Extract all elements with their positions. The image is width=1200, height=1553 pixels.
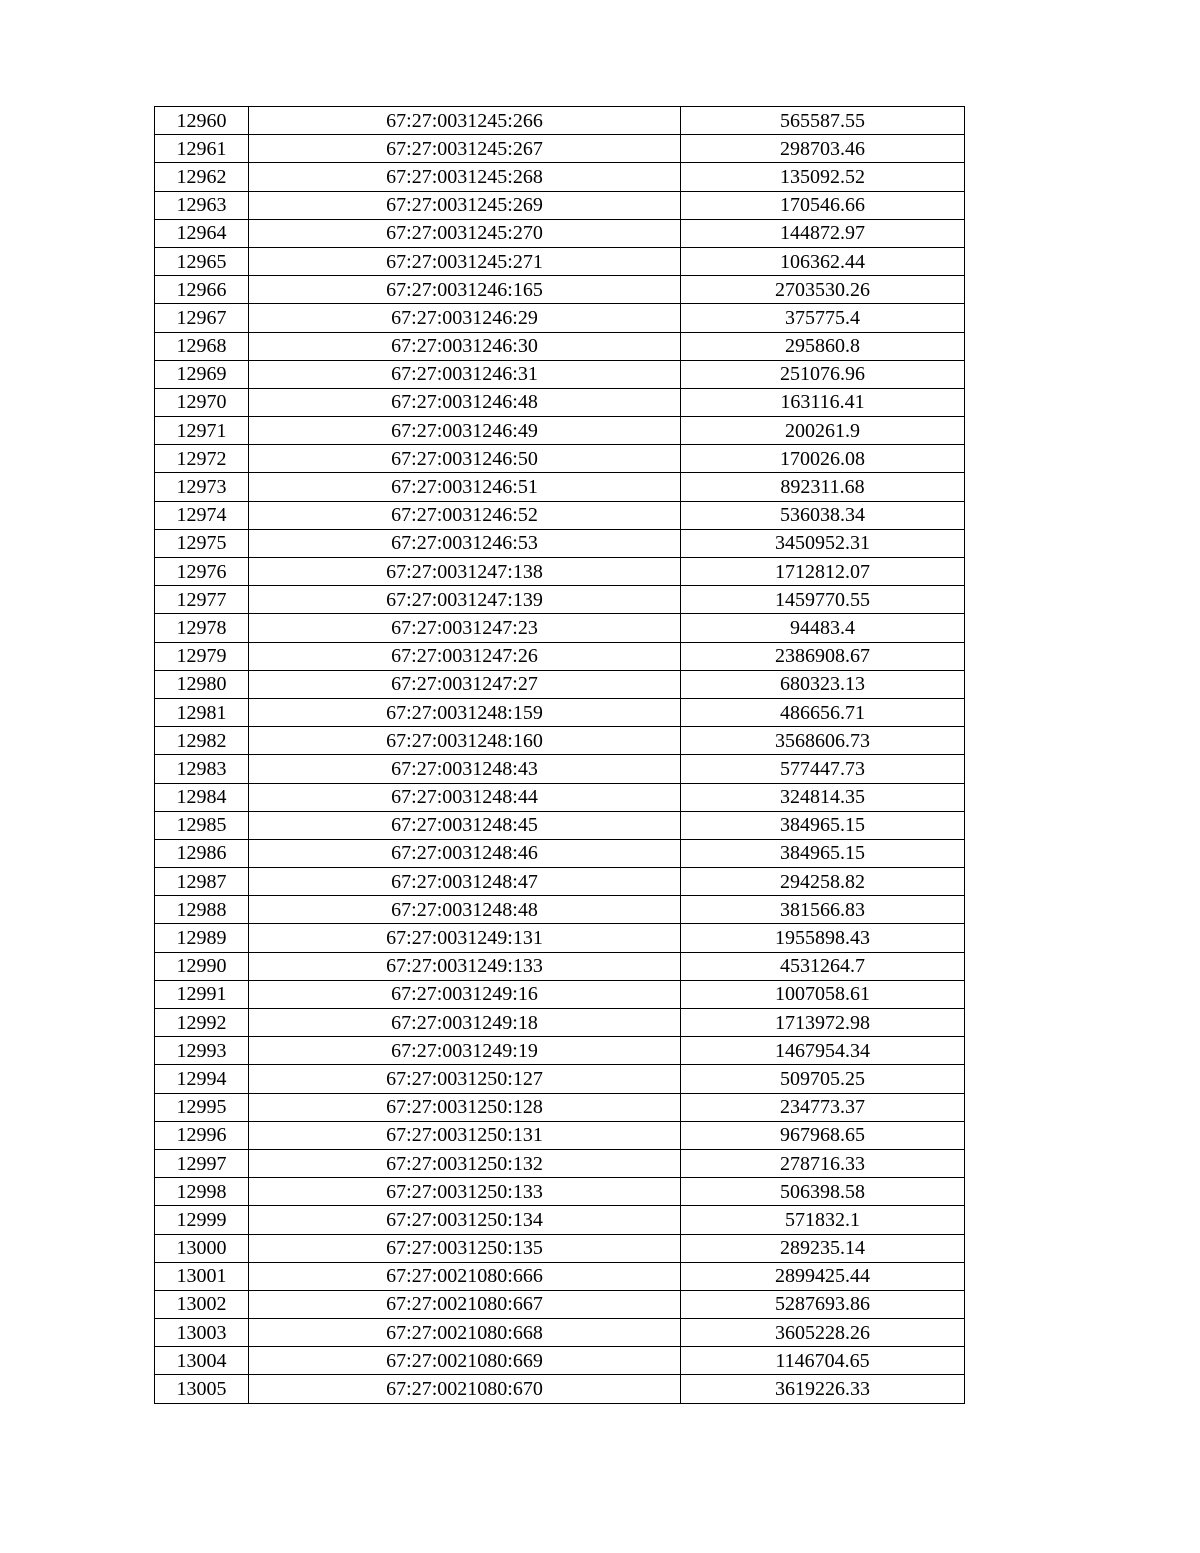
row-number-cell: 12975: [155, 529, 249, 557]
cadastral-number-cell: 67:27:0031246:31: [249, 360, 681, 388]
table-row: [155, 1375, 965, 1403]
cadastral-value-cell: 135092.52: [681, 163, 965, 191]
cadastral-value-cell: 278716.33: [681, 1149, 965, 1177]
row-number-cell: 13002: [155, 1290, 249, 1318]
cadastral-value-cell: 144872.97: [681, 219, 965, 247]
cadastral-value-cell: 2899425.44: [681, 1262, 965, 1290]
row-number-cell: 12996: [155, 1121, 249, 1149]
row-number-cell: 13001: [155, 1262, 249, 1290]
table-row: [155, 614, 965, 642]
cadastral-value-cell: 1467954.34: [681, 1037, 965, 1065]
row-number-cell: 12960: [155, 107, 249, 135]
cadastral-value-cell: 486656.71: [681, 698, 965, 726]
row-number-cell: 12971: [155, 417, 249, 445]
table-row: [155, 247, 965, 275]
table-row: [155, 1149, 965, 1177]
row-number-cell: 13004: [155, 1347, 249, 1375]
cadastral-value-cell: 251076.96: [681, 360, 965, 388]
row-number-cell: 12970: [155, 388, 249, 416]
table-row: [155, 1093, 965, 1121]
table-row: [155, 1121, 965, 1149]
row-number-cell: 12983: [155, 755, 249, 783]
cadastral-number-cell: 67:27:0031250:128: [249, 1093, 681, 1121]
row-number-cell: 12978: [155, 614, 249, 642]
cadastral-value-cell: 577447.73: [681, 755, 965, 783]
table-row: [155, 1290, 965, 1318]
row-number-cell: 12980: [155, 670, 249, 698]
cadastral-number-cell: 67:27:0031247:139: [249, 586, 681, 614]
cadastral-number-cell: 67:27:0031250:132: [249, 1149, 681, 1177]
table-row: [155, 304, 965, 332]
table-row: [155, 1037, 965, 1065]
table-row: [155, 980, 965, 1008]
cadastral-number-cell: 67:27:0031250:133: [249, 1178, 681, 1206]
row-number-cell: 12963: [155, 191, 249, 219]
table-row: [155, 896, 965, 924]
row-number-cell: 12965: [155, 247, 249, 275]
cadastral-number-cell: 67:27:0031246:50: [249, 445, 681, 473]
table-row: [155, 698, 965, 726]
cadastral-number-cell: 67:27:0031249:16: [249, 980, 681, 1008]
table-row: [155, 755, 965, 783]
cadastral-number-cell: 67:27:0031250:135: [249, 1234, 681, 1262]
cadastral-value-cell: 3619226.33: [681, 1375, 965, 1403]
table-row: [155, 558, 965, 586]
cadastral-number-cell: 67:27:0031246:49: [249, 417, 681, 445]
cadastral-number-cell: 67:27:0031248:159: [249, 698, 681, 726]
table-row: [155, 586, 965, 614]
row-number-cell: 12973: [155, 473, 249, 501]
row-number-cell: 12979: [155, 642, 249, 670]
cadastral-number-cell: 67:27:0031245:271: [249, 247, 681, 275]
cadastral-number-cell: 67:27:0031246:165: [249, 276, 681, 304]
row-number-cell: 12985: [155, 811, 249, 839]
table-row: [155, 924, 965, 952]
cadastral-number-cell: 67:27:0031245:267: [249, 135, 681, 163]
row-number-cell: 13005: [155, 1375, 249, 1403]
cadastral-number-cell: 67:27:0021080:667: [249, 1290, 681, 1318]
cadastral-value-cell: 170546.66: [681, 191, 965, 219]
row-number-cell: 13003: [155, 1319, 249, 1347]
cadastral-number-cell: 67:27:0031246:29: [249, 304, 681, 332]
table-row: [155, 642, 965, 670]
cadastral-number-cell: 67:27:0031247:138: [249, 558, 681, 586]
row-number-cell: 12986: [155, 839, 249, 867]
table-row: [155, 445, 965, 473]
cadastral-value-cell: 2703530.26: [681, 276, 965, 304]
row-number-cell: 12964: [155, 219, 249, 247]
cadastral-value-cell: 295860.8: [681, 332, 965, 360]
cadastral-number-cell: 67:27:0031249:131: [249, 924, 681, 952]
table-row: [155, 1206, 965, 1234]
cadastral-value-cell: 324814.35: [681, 783, 965, 811]
row-number-cell: 12984: [155, 783, 249, 811]
row-number-cell: 12997: [155, 1149, 249, 1177]
row-number-cell: 12982: [155, 727, 249, 755]
cadastral-value-cell: 1955898.43: [681, 924, 965, 952]
cadastral-number-cell: 67:27:0031248:160: [249, 727, 681, 755]
row-number-cell: 12977: [155, 586, 249, 614]
cadastral-value-cell: 1459770.55: [681, 586, 965, 614]
table-row: [155, 952, 965, 980]
cadastral-number-cell: 67:27:0031250:131: [249, 1121, 681, 1149]
row-number-cell: 12987: [155, 868, 249, 896]
cadastral-number-cell: 67:27:0021080:666: [249, 1262, 681, 1290]
table-row: [155, 473, 965, 501]
table-row: [155, 1234, 965, 1262]
cadastral-number-cell: 67:27:0031250:134: [249, 1206, 681, 1234]
table-row: [155, 1347, 965, 1375]
table-row: [155, 332, 965, 360]
table-row: [155, 670, 965, 698]
cadastral-value-cell: 4531264.7: [681, 952, 965, 980]
cadastral-number-cell: 67:27:0031245:270: [249, 219, 681, 247]
cadastral-number-cell: 67:27:0031245:266: [249, 107, 681, 135]
cadastral-value-cell: 2386908.67: [681, 642, 965, 670]
table-row: [155, 868, 965, 896]
table-row: [155, 107, 965, 135]
cadastral-value-cell: 892311.68: [681, 473, 965, 501]
cadastral-value-cell: 1007058.61: [681, 980, 965, 1008]
table-row: [155, 1178, 965, 1206]
row-number-cell: 12962: [155, 163, 249, 191]
cadastral-value-cell: 506398.58: [681, 1178, 965, 1206]
cadastral-value-cell: 509705.25: [681, 1065, 965, 1093]
cadastral-value-cell: 1713972.98: [681, 1009, 965, 1037]
table-row: [155, 1009, 965, 1037]
row-number-cell: 12976: [155, 558, 249, 586]
table-row: [155, 191, 965, 219]
row-number-cell: 12998: [155, 1178, 249, 1206]
cadastral-value-cell: 234773.37: [681, 1093, 965, 1121]
table-row: [155, 276, 965, 304]
cadastral-number-cell: 67:27:0031248:45: [249, 811, 681, 839]
row-number-cell: 13000: [155, 1234, 249, 1262]
cadastral-number-cell: 67:27:0031248:44: [249, 783, 681, 811]
row-number-cell: 12992: [155, 1009, 249, 1037]
cadastral-number-cell: 67:27:0031245:269: [249, 191, 681, 219]
cadastral-value-cell: 967968.65: [681, 1121, 965, 1149]
row-number-cell: 12972: [155, 445, 249, 473]
cadastral-value-cell: 565587.55: [681, 107, 965, 135]
cadastral-value-cell: 3605228.26: [681, 1319, 965, 1347]
cadastral-number-cell: 67:27:0031248:46: [249, 839, 681, 867]
table-row: [155, 163, 965, 191]
row-number-cell: 12991: [155, 980, 249, 1008]
table-row: [155, 529, 965, 557]
row-number-cell: 12968: [155, 332, 249, 360]
row-number-cell: 12967: [155, 304, 249, 332]
cadastral-number-cell: 67:27:0031247:27: [249, 670, 681, 698]
cadastral-value-table: [154, 106, 965, 1404]
table-row: [155, 219, 965, 247]
cadastral-value-cell: 163116.41: [681, 388, 965, 416]
cadastral-value-cell: 3568606.73: [681, 727, 965, 755]
table-row: [155, 1065, 965, 1093]
cadastral-value-cell: 536038.34: [681, 501, 965, 529]
cadastral-number-cell: 67:27:0031247:23: [249, 614, 681, 642]
cadastral-number-cell: 67:27:0031246:52: [249, 501, 681, 529]
cadastral-number-cell: 67:27:0031250:127: [249, 1065, 681, 1093]
table-row: [155, 135, 965, 163]
cadastral-value-cell: 1146704.65: [681, 1347, 965, 1375]
table-row: [155, 811, 965, 839]
cadastral-number-cell: 67:27:0031249:18: [249, 1009, 681, 1037]
table-row: [155, 1262, 965, 1290]
table-row: [155, 1319, 965, 1347]
row-number-cell: 12988: [155, 896, 249, 924]
row-number-cell: 12990: [155, 952, 249, 980]
cadastral-number-cell: 67:27:0021080:668: [249, 1319, 681, 1347]
row-number-cell: 12999: [155, 1206, 249, 1234]
table-row: [155, 360, 965, 388]
cadastral-value-cell: 680323.13: [681, 670, 965, 698]
cadastral-number-cell: 67:27:0031248:48: [249, 896, 681, 924]
cadastral-number-cell: 67:27:0031248:43: [249, 755, 681, 783]
row-number-cell: 12994: [155, 1065, 249, 1093]
row-number-cell: 12961: [155, 135, 249, 163]
cadastral-value-cell: 384965.15: [681, 811, 965, 839]
table-row: [155, 727, 965, 755]
cadastral-number-cell: 67:27:0031246:30: [249, 332, 681, 360]
row-number-cell: 12995: [155, 1093, 249, 1121]
row-number-cell: 12969: [155, 360, 249, 388]
cadastral-number-cell: 67:27:0031249:19: [249, 1037, 681, 1065]
cadastral-number-cell: 67:27:0031248:47: [249, 868, 681, 896]
table-row: [155, 388, 965, 416]
cadastral-number-cell: 67:27:0021080:669: [249, 1347, 681, 1375]
row-number-cell: 12981: [155, 698, 249, 726]
cadastral-value-cell: 200261.9: [681, 417, 965, 445]
cadastral-number-cell: 67:27:0031245:268: [249, 163, 681, 191]
cadastral-value-cell: 3450952.31: [681, 529, 965, 557]
cadastral-value-cell: 1712812.07: [681, 558, 965, 586]
cadastral-number-cell: 67:27:0031249:133: [249, 952, 681, 980]
row-number-cell: 12993: [155, 1037, 249, 1065]
cadastral-value-cell: 384965.15: [681, 839, 965, 867]
table-row: [155, 839, 965, 867]
cadastral-value-cell: 5287693.86: [681, 1290, 965, 1318]
cadastral-value-cell: 381566.83: [681, 896, 965, 924]
cadastral-value-cell: 298703.46: [681, 135, 965, 163]
cadastral-number-cell: 67:27:0021080:670: [249, 1375, 681, 1403]
cadastral-value-cell: 289235.14: [681, 1234, 965, 1262]
cadastral-value-cell: 170026.08: [681, 445, 965, 473]
table-body: [155, 107, 965, 1404]
table-row: [155, 417, 965, 445]
cadastral-number-cell: 67:27:0031247:26: [249, 642, 681, 670]
cadastral-number-cell: 67:27:0031246:51: [249, 473, 681, 501]
cadastral-number-cell: 67:27:0031246:48: [249, 388, 681, 416]
cadastral-value-cell: 375775.4: [681, 304, 965, 332]
cadastral-value-cell: 571832.1: [681, 1206, 965, 1234]
row-number-cell: 12974: [155, 501, 249, 529]
row-number-cell: 12966: [155, 276, 249, 304]
cadastral-number-cell: 67:27:0031246:53: [249, 529, 681, 557]
cadastral-value-cell: 294258.82: [681, 868, 965, 896]
row-number-cell: 12989: [155, 924, 249, 952]
table-row: [155, 783, 965, 811]
cadastral-value-cell: 94483.4: [681, 614, 965, 642]
table-row: [155, 501, 965, 529]
cadastral-value-cell: 106362.44: [681, 247, 965, 275]
